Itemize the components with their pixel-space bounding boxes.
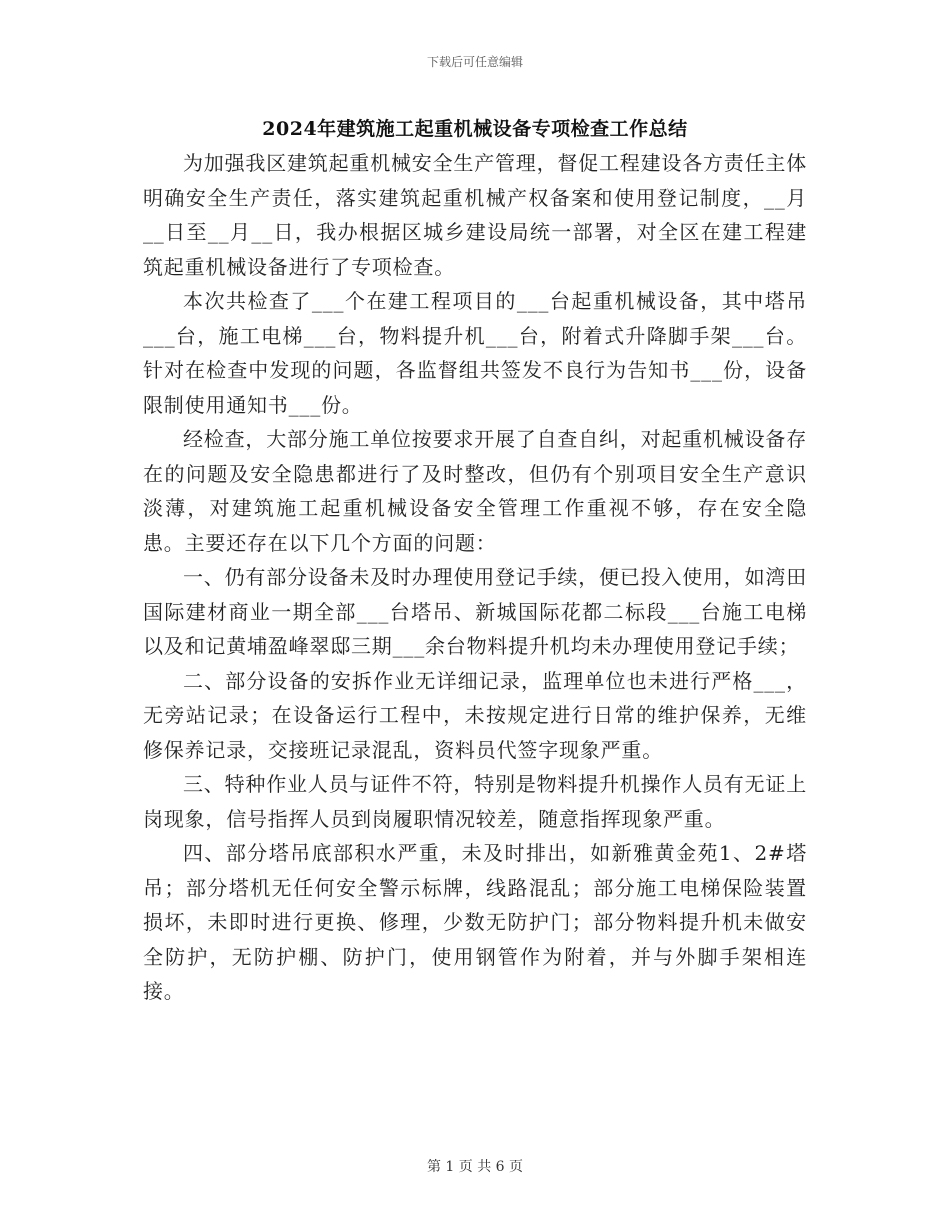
paragraph-inspection-scope: 本次共检查了___个在建工程项目的___台起重机械设备，其中塔吊___台，施工电梯___台，物料提升机___台，附着式升降脚手架___台。针对在检查中发现的问题，各监督组共签发不良行为告知书___份，设备限制使用通知书___份。 xyxy=(143,289,807,417)
paragraph-findings-summary: 经检查，大部分施工单位按要求开展了自查自纠，对起重机械设备存在的问题及安全隐患都进行了及时整改，但仍有个别项目安全生产意识淡薄，对建筑施工起重机械设备安全管理工作重视不够，存在安全隐患。主要还存在以下几个方面的问题： xyxy=(143,427,807,555)
paragraph-intro: 为加强我区建筑起重机械安全生产管理，督促工程建设各方责任主体明确安全生产责任，落实建筑起重机械产权备案和使用登记制度，__月__日至__月__日，我办根据区城乡建设局统一部署，对全区在建工程建筑起重机械设备进行了专项检查。 xyxy=(143,151,807,279)
paragraph-issue-3: 三、特种作业人员与证件不符，特别是物料提升机操作人员有无证上岗现象，信号指挥人员到岗履职情况较差，随意指挥现象严重。 xyxy=(143,772,807,831)
paragraph-issue-4: 四、部分塔吊底部积水严重，未及时排出，如新雅黄金苑1、2#塔吊；部分塔机无任何安全警示标牌，线路混乱；部分施工电梯保险装置损坏，未即时进行更换、修理，少数无防护门；部分物料提升机未做安全防护，无防护棚、防护门，使用钢管作为附着，并与外脚手架相连接。 xyxy=(143,841,807,1003)
document-title: 2024年建筑施工起重机械设备专项检查工作总结 xyxy=(262,118,688,140)
header-note: 下载后可任意编辑 xyxy=(426,55,523,69)
document-body xyxy=(143,146,807,1009)
page-number: 第 1 页 共 6 页 xyxy=(426,1159,524,1175)
paragraph-issue-2: 二、部分设备的安拆作业无详细记录，监理单位也未进行严格___，无旁站记录；在设备运行工程中，未按规定进行日常的维护保养，无维修保养记录，交接班记录混乱，资料员代签字现象严重。 xyxy=(143,668,807,762)
paragraph-issue-1: 一、仍有部分设备未及时办理使用登记手续，便已投入使用，如湾田国际建材商业一期全部___台塔吊、新城国际花都二标段___台施工电梯以及和记黄埔盈峰翠邸三期___余台物料提升机均未办理使用登记手续； xyxy=(143,565,807,658)
